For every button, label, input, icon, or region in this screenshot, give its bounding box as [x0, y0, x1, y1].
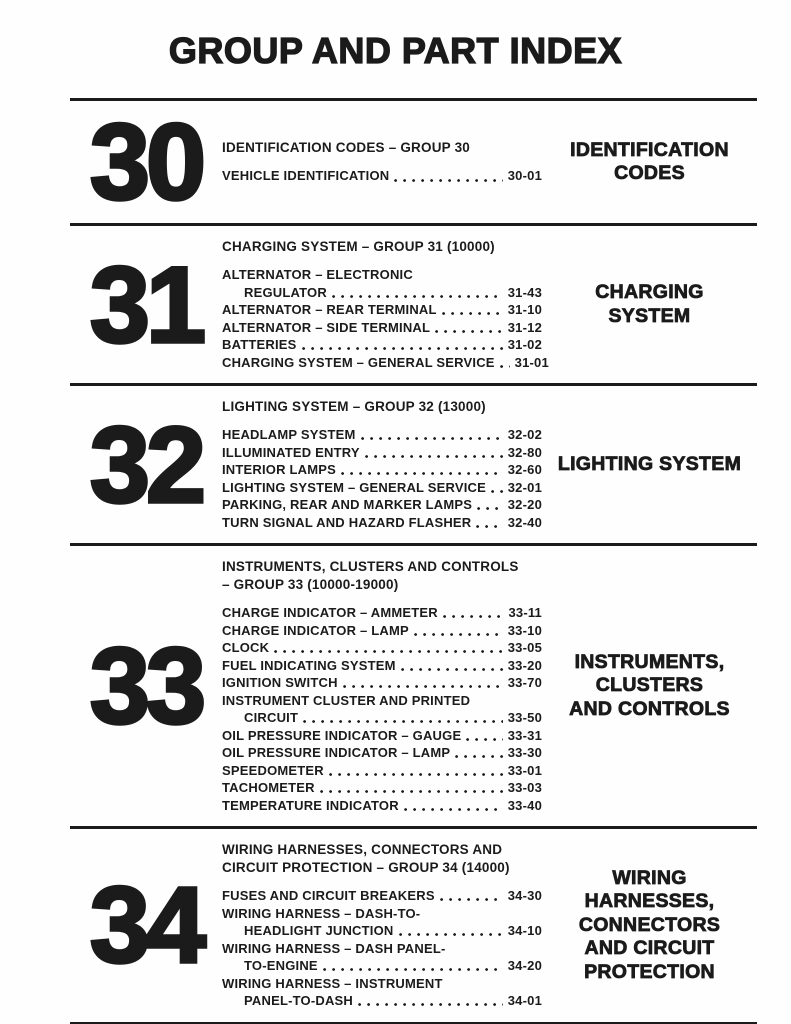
item-continuation-row — [222, 709, 542, 727]
index-section — [70, 226, 757, 383]
item-page-number: 34-20 — [507, 958, 542, 973]
dot-leader — [455, 748, 502, 762]
dot-leader — [404, 800, 503, 814]
index-sections — [0, 101, 791, 1024]
item-label: LIGHTING SYSTEM – GENERAL SERVICE — [222, 479, 486, 495]
item-label: IGNITION SWITCH — [222, 675, 338, 690]
index-item — [222, 639, 542, 657]
item-row — [222, 426, 542, 444]
dot-leader — [442, 305, 503, 319]
side-label-line: CHARGING — [595, 281, 704, 303]
section-heading-line: INSTRUMENTS, CLUSTERS AND CONTROLS — [222, 559, 519, 574]
item-row — [222, 354, 549, 372]
item-label: FUEL INDICATING SYSTEM — [222, 657, 396, 673]
section-heading — [222, 238, 542, 256]
side-label-line: AND CONTROLS — [569, 697, 730, 720]
item-row — [222, 479, 542, 497]
item-page-number: 32-60 — [507, 462, 542, 477]
dot-leader — [443, 608, 504, 622]
group-number: 32 — [89, 403, 203, 525]
item-continuation-row — [222, 922, 542, 940]
dot-leader — [399, 926, 503, 940]
item-label: ALTERNATOR – REAR TERMINAL — [222, 302, 437, 317]
item-page-number: 31-43 — [507, 284, 542, 300]
side-label-line: IDENTIFICATION — [570, 138, 729, 161]
section-heading — [222, 841, 542, 877]
dot-leader — [361, 430, 503, 444]
item-row — [222, 779, 542, 797]
item-page-number: 33-40 — [507, 797, 542, 813]
item-row — [222, 461, 542, 479]
item-row — [222, 797, 542, 815]
dot-leader — [440, 891, 503, 905]
item-label: ALTERNATOR – ELECTRONIC — [222, 267, 413, 282]
item-continuation-row — [222, 957, 542, 975]
section-item-list — [222, 167, 542, 185]
item-label: CHARGING SYSTEM – GENERAL SERVICE — [222, 354, 495, 370]
item-label: TO-ENGINE — [244, 958, 318, 973]
group-number: 30 — [89, 101, 203, 223]
item-page-number: 32-01 — [507, 479, 542, 495]
page-title: GROUP AND PART INDEX — [168, 30, 623, 71]
item-continuation-row — [222, 992, 542, 1010]
item-label: INSTRUMENT CLUSTER AND PRINTED — [222, 692, 471, 708]
dot-leader — [365, 447, 503, 461]
dot-leader — [401, 660, 503, 674]
section-heading-line: CIRCUIT PROTECTION – GROUP 34 (14000) — [222, 860, 510, 875]
item-label: OIL PRESSURE INDICATOR – LAMP — [222, 745, 451, 760]
index-item — [222, 674, 542, 692]
index-item — [222, 797, 542, 815]
index-item — [222, 479, 542, 497]
item-page-number: 32-02 — [507, 427, 542, 442]
item-row — [222, 336, 542, 354]
group-number: 31 — [89, 243, 203, 365]
item-page-number: 32-20 — [507, 497, 542, 512]
item-page-number: 33-01 — [507, 762, 542, 778]
item-page-number: 33-05 — [507, 640, 542, 655]
index-section — [70, 101, 757, 223]
dot-leader — [466, 730, 502, 744]
side-label-line: PROTECTION — [584, 960, 715, 983]
item-page-number: 33-11 — [508, 605, 542, 620]
item-label: CLOCK — [222, 640, 270, 655]
index-item — [222, 426, 542, 444]
item-page-number: 33-30 — [507, 745, 542, 760]
item-page-number: 33-70 — [507, 675, 542, 690]
item-continuation-row — [222, 284, 542, 302]
dot-leader — [491, 482, 503, 496]
index-item — [222, 336, 542, 354]
section-entries — [222, 226, 549, 383]
dot-leader — [394, 171, 502, 185]
index-item — [222, 727, 542, 745]
item-row — [222, 727, 542, 745]
dot-leader — [323, 961, 503, 975]
section-item-list — [222, 887, 542, 1010]
section-entries — [222, 546, 542, 826]
index-item — [222, 692, 542, 727]
item-label: FUSES AND CIRCUIT BREAKERS — [222, 888, 435, 903]
item-page-number: 31-10 — [507, 302, 542, 317]
index-item — [222, 762, 542, 780]
index-item — [222, 354, 549, 372]
index-item — [222, 266, 542, 301]
section-heading — [222, 558, 542, 594]
item-page-number: 33-10 — [507, 622, 542, 638]
item-page-number: 34-10 — [507, 923, 542, 938]
section-side-label — [542, 281, 757, 328]
index-item — [222, 887, 542, 905]
item-page-number: 33-31 — [507, 727, 542, 743]
section-heading-line: – GROUP 33 (10000-19000) — [222, 577, 399, 592]
item-page-number: 34-30 — [507, 888, 542, 903]
section-item-list — [222, 266, 549, 371]
section-heading-line: LIGHTING SYSTEM – GROUP 32 (13000) — [222, 399, 486, 414]
item-label: VEHICLE IDENTIFICATION — [222, 168, 390, 184]
section-side-label — [542, 453, 757, 477]
item-label: HEADLIGHT JUNCTION — [244, 923, 394, 938]
item-label: PARKING, REAR AND MARKER LAMPS — [222, 497, 473, 512]
item-label: ILLUMINATED ENTRY — [222, 444, 360, 460]
section-heading-line: IDENTIFICATION CODES – GROUP 30 — [222, 140, 470, 156]
section-heading-line: WIRING HARNESSES, CONNECTORS AND — [222, 842, 503, 857]
index-item — [222, 167, 542, 185]
item-row — [222, 319, 542, 337]
item-row — [222, 887, 542, 905]
section-heading-line: CHARGING SYSTEM – GROUP 31 (10000) — [222, 239, 495, 254]
group-number: 34 — [89, 864, 203, 986]
section-entries — [222, 127, 542, 197]
side-label-line: CODES — [614, 162, 685, 184]
item-label: SPEEDOMETER — [222, 762, 324, 778]
item-label: CIRCUIT — [244, 710, 299, 725]
item-page-number: 30-01 — [507, 168, 542, 184]
index-item — [222, 975, 542, 1010]
section-heading — [222, 398, 542, 416]
section-item-list — [222, 604, 542, 814]
item-page-number: 34-01 — [507, 993, 542, 1008]
index-section — [70, 546, 757, 826]
index-item — [222, 657, 542, 675]
item-row — [222, 301, 542, 319]
dot-leader — [343, 678, 503, 692]
index-item — [222, 496, 542, 514]
item-page-number: 31-01 — [514, 354, 549, 370]
item-label: TACHOMETER — [222, 780, 315, 795]
item-page-number: 33-20 — [507, 657, 542, 673]
item-label: WIRING HARNESS – DASH-TO- — [222, 905, 421, 921]
dot-leader — [358, 996, 503, 1010]
side-label-line: INSTRUMENTS, — [574, 650, 725, 673]
dot-leader — [500, 357, 510, 371]
side-label-line: CLUSTERS — [595, 674, 704, 697]
item-page-number: 32-80 — [507, 444, 542, 460]
item-label: HEADLAMP SYSTEM — [222, 427, 356, 442]
item-row — [222, 657, 542, 675]
item-label: ALTERNATOR – SIDE TERMINAL — [222, 319, 431, 335]
section-heading — [222, 139, 542, 157]
item-label: CHARGE INDICATOR – AMMETER — [222, 605, 438, 620]
dot-leader — [476, 517, 502, 531]
index-item — [222, 744, 542, 762]
dot-leader — [329, 765, 503, 779]
item-page-number: 31-02 — [507, 337, 542, 352]
dot-leader — [274, 643, 503, 657]
index-item — [222, 461, 542, 479]
item-row — [222, 762, 542, 780]
item-label: CHARGE INDICATOR – LAMP — [222, 622, 409, 638]
index-item — [222, 514, 542, 532]
dot-leader — [341, 465, 503, 479]
dot-leader — [303, 713, 503, 727]
section-side-label — [542, 139, 757, 186]
item-row — [222, 744, 542, 762]
section-item-list — [222, 426, 542, 531]
index-item — [222, 319, 542, 337]
item-label: REGULATOR — [244, 284, 327, 300]
dot-leader — [320, 783, 503, 797]
item-label: WIRING HARNESS – DASH PANEL- — [222, 940, 446, 956]
dot-leader — [332, 287, 503, 301]
dot-leader — [435, 322, 503, 336]
section-entries — [222, 829, 542, 1022]
side-label-line: CONNECTORS — [578, 913, 721, 936]
side-label-line: AND CIRCUIT — [584, 937, 715, 959]
section-side-label — [542, 867, 757, 985]
section-side-label — [542, 651, 757, 722]
index-section — [70, 829, 757, 1022]
item-page-number: 32-40 — [507, 514, 542, 530]
item-page-number: 33-50 — [507, 710, 542, 725]
item-row — [222, 167, 542, 185]
item-row — [222, 604, 542, 622]
index-item — [222, 779, 542, 797]
dot-leader — [477, 500, 503, 514]
side-label-line: SYSTEM — [608, 304, 691, 327]
dot-leader — [414, 625, 503, 639]
item-label: OIL PRESSURE INDICATOR – GAUGE — [222, 727, 462, 743]
index-item — [222, 940, 542, 975]
item-label: PANEL-TO-DASH — [244, 993, 354, 1008]
index-item — [222, 905, 542, 940]
item-row — [222, 496, 542, 514]
index-item — [222, 622, 542, 640]
side-label-line: WIRING HARNESSES, — [584, 866, 715, 912]
item-page-number: 33-03 — [507, 780, 542, 795]
item-row — [222, 444, 542, 462]
item-label: BATTERIES — [222, 337, 297, 352]
index-item — [222, 444, 542, 462]
item-label: WIRING HARNESS – INSTRUMENT — [222, 975, 443, 991]
item-row — [222, 639, 542, 657]
index-item — [222, 604, 542, 622]
item-label: INTERIOR LAMPS — [222, 462, 337, 477]
item-row — [222, 622, 542, 640]
item-label: TEMPERATURE INDICATOR — [222, 797, 399, 813]
item-row — [222, 514, 542, 532]
side-label-line: LIGHTING SYSTEM — [557, 452, 742, 475]
item-row — [222, 674, 542, 692]
dot-leader — [302, 340, 503, 354]
index-item — [222, 301, 542, 319]
section-entries — [222, 386, 542, 543]
index-section — [70, 386, 757, 543]
item-page-number: 31-12 — [507, 319, 542, 335]
group-number: 33 — [89, 625, 203, 747]
item-label: TURN SIGNAL AND HAZARD FLASHER — [222, 514, 472, 530]
